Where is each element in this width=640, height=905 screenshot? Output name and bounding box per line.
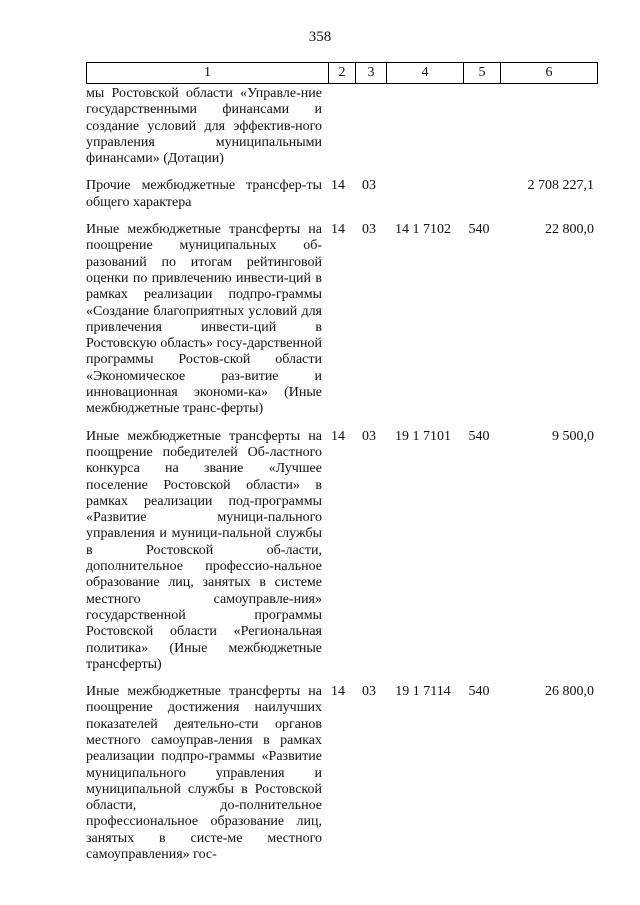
row-expense-type: [462, 178, 496, 211]
row-section: 14: [331, 178, 345, 194]
table-row: [86, 684, 598, 863]
row-section: 14: [331, 222, 345, 238]
column-header-4: 4: [386, 63, 463, 83]
table-header: [86, 62, 598, 84]
row-target-code: [384, 86, 462, 167]
column-header-1: 1: [204, 65, 211, 80]
table-row: [86, 429, 598, 673]
row-target-code: 19 1 7114: [395, 684, 451, 700]
row-amount: 26 800,0: [545, 684, 594, 700]
row-expense-type: 540: [468, 222, 490, 238]
row-target-code: [384, 178, 462, 211]
column-header-5: 5: [463, 63, 500, 83]
row-description: мы Ростовской области «Управле-ние государственными финансами и создание условий для эффектив-ного управления муниципальными финансами» (Дотации): [86, 86, 322, 167]
row-section: 14: [331, 684, 345, 700]
table-body: [86, 86, 598, 863]
row-subsection: 03: [362, 428, 376, 444]
row-amount: 9 500,0: [552, 428, 594, 444]
row-subsection: 03: [362, 222, 376, 238]
row-subsection: 03: [362, 684, 376, 700]
row-description: Прочие межбюджетные трансфер-ты общего характера: [86, 178, 322, 210]
column-header-6: 6: [500, 63, 597, 83]
row-section: [322, 86, 354, 167]
column-header-3: 3: [355, 63, 386, 83]
table-row: [86, 86, 598, 167]
row-description: Иные межбюджетные трансферты на поощрение достижения наилучших показателей деятельно-сти органов местного самоуправ-ления в рамках реализации подпро-граммы «Развитие муниципального управления и муниципальной службы в Ростовской области, до-полнительное профессиональное образование лиц, занятых в систе-ме местного самоуправления» гос-: [86, 684, 322, 863]
table-row: [86, 222, 598, 418]
row-subsection: [354, 86, 384, 167]
page-number: 358: [308, 29, 332, 45]
row-amount: [496, 86, 598, 167]
row-description: Иные межбюджетные трансферты на поощрение муниципальных об-разований по итогам рейтинговой оценки по привлечению инвести-ций в рамках реализации подпро-граммы «Создание благоприятных условий для привлечения инвести-ций в Ростовскую область» госу-дарственной программы Ростов-ской области «Экономическое раз-витие и инновационная экономи-ка» (Иные межбюджетные транс-ферты): [86, 222, 322, 417]
row-target-code: 14 1 7102: [395, 222, 451, 238]
row-amount: 22 800,0: [545, 222, 594, 238]
row-subsection: 03: [362, 178, 376, 194]
column-header-2: 2: [328, 63, 355, 83]
row-expense-type: 540: [468, 428, 490, 444]
row-description: Иные межбюджетные трансферты на поощрение победителей Об-ластного конкурса на звание «Лучшее поселение Ростовской области» в рамках реализации под-программы «Развитие муници-пального управления и муници-пальной службы в Ростовской об-ласти, дополнительное профессио-нальное образование лиц, занятых в системе местного самоуправле-ния» государственной программы Ростовской области «Региональная политика» (Иные межбюджетные трансферты): [86, 428, 322, 672]
row-section: 14: [331, 428, 345, 444]
row-target-code: 19 1 7101: [395, 428, 451, 444]
row-amount: 2 708 227,1: [527, 178, 594, 194]
row-expense-type: [462, 86, 496, 167]
row-expense-type: 540: [468, 684, 490, 700]
table-row: [86, 178, 598, 211]
